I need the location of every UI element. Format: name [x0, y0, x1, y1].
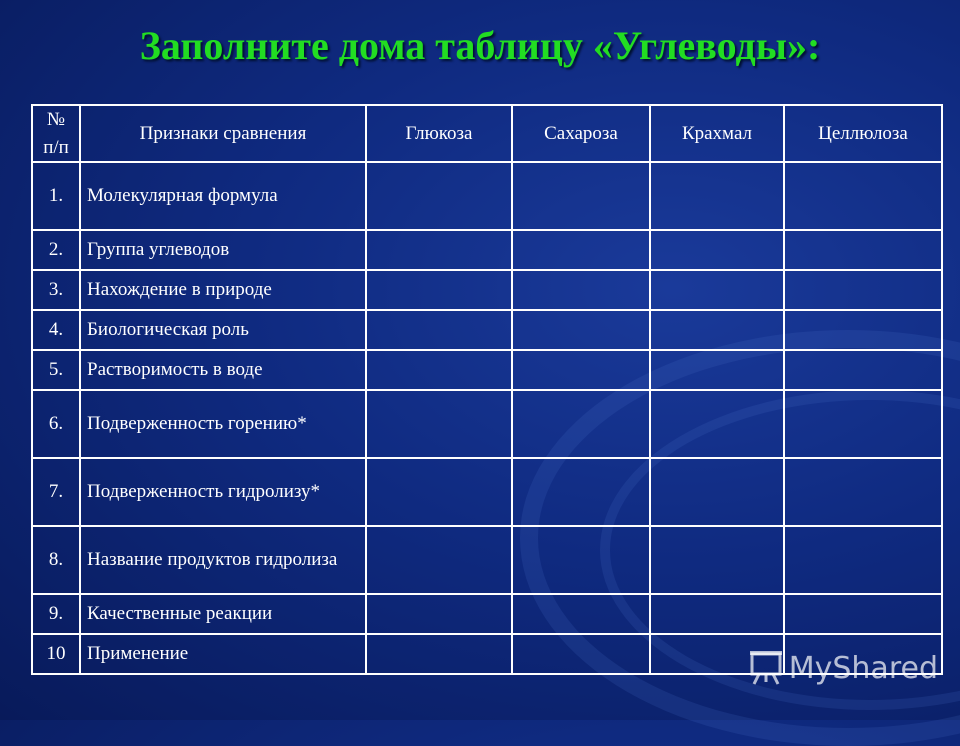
empty-cell — [366, 594, 512, 634]
row-number: 2. — [32, 230, 80, 270]
header-criteria: Признаки сравнения — [80, 105, 366, 162]
empty-cell — [366, 526, 512, 594]
row-label: Подверженность гидролизу* — [80, 458, 366, 526]
page-title: Заполните дома таблицу «Углеводы»: — [139, 23, 821, 68]
row-number: 1. — [32, 162, 80, 230]
empty-cell — [784, 594, 942, 634]
row-label: Молекулярная формула — [80, 162, 366, 230]
row-number: 7. — [32, 458, 80, 526]
empty-cell — [366, 458, 512, 526]
row-number: 10 — [32, 634, 80, 674]
table-row — [32, 390, 942, 458]
table-row — [32, 162, 942, 230]
row-number: 9. — [32, 594, 80, 634]
empty-cell — [512, 270, 650, 310]
empty-cell — [784, 526, 942, 594]
table-row — [32, 350, 942, 390]
empty-cell — [366, 270, 512, 310]
empty-cell — [512, 310, 650, 350]
header-glucose: Глюкоза — [366, 105, 512, 162]
empty-cell — [650, 390, 784, 458]
watermark-text: MyShared — [788, 650, 938, 686]
presentation-icon — [749, 650, 783, 686]
table-header-row — [32, 105, 942, 162]
header-starch: Крахмал — [650, 105, 784, 162]
header-number: № п/п — [32, 105, 80, 162]
row-label: Группа углеводов — [80, 230, 366, 270]
table-row — [32, 270, 942, 310]
row-label: Биологическая роль — [80, 310, 366, 350]
empty-cell — [650, 310, 784, 350]
row-number: 4. — [32, 310, 80, 350]
empty-cell — [784, 390, 942, 458]
empty-cell — [512, 458, 650, 526]
empty-cell — [784, 162, 942, 230]
row-label: Название продуктов гидролиза — [80, 526, 366, 594]
empty-cell — [512, 634, 650, 674]
empty-cell — [650, 270, 784, 310]
empty-cell — [784, 310, 942, 350]
empty-cell — [650, 162, 784, 230]
carbohydrates-table — [31, 104, 943, 675]
empty-cell — [650, 350, 784, 390]
table-row — [32, 310, 942, 350]
empty-cell — [366, 230, 512, 270]
empty-cell — [366, 634, 512, 674]
header-sucrose: Сахароза — [512, 105, 650, 162]
empty-cell — [366, 162, 512, 230]
empty-cell — [784, 458, 942, 526]
empty-cell — [784, 350, 942, 390]
empty-cell — [650, 526, 784, 594]
row-number: 5. — [32, 350, 80, 390]
table-row — [32, 594, 942, 634]
table-row — [32, 458, 942, 526]
row-label: Растворимость в воде — [80, 350, 366, 390]
row-number: 3. — [32, 270, 80, 310]
empty-cell — [784, 270, 942, 310]
empty-cell — [366, 390, 512, 458]
empty-cell — [650, 594, 784, 634]
empty-cell — [650, 458, 784, 526]
empty-cell — [512, 350, 650, 390]
header-cellulose: Целлюлоза — [784, 105, 942, 162]
empty-cell — [366, 310, 512, 350]
empty-cell — [512, 526, 650, 594]
row-label: Применение — [80, 634, 366, 674]
empty-cell — [512, 594, 650, 634]
myshared-watermark — [749, 650, 938, 686]
table-row — [32, 526, 942, 594]
row-number: 8. — [32, 526, 80, 594]
empty-cell — [784, 230, 942, 270]
row-number: 6. — [32, 390, 80, 458]
empty-cell — [650, 230, 784, 270]
row-label: Подверженность горению* — [80, 390, 366, 458]
row-label: Качественные реакции — [80, 594, 366, 634]
empty-cell — [512, 162, 650, 230]
row-label: Нахождение в природе — [80, 270, 366, 310]
empty-cell — [512, 390, 650, 458]
empty-cell — [366, 350, 512, 390]
table-row — [32, 230, 942, 270]
empty-cell — [512, 230, 650, 270]
